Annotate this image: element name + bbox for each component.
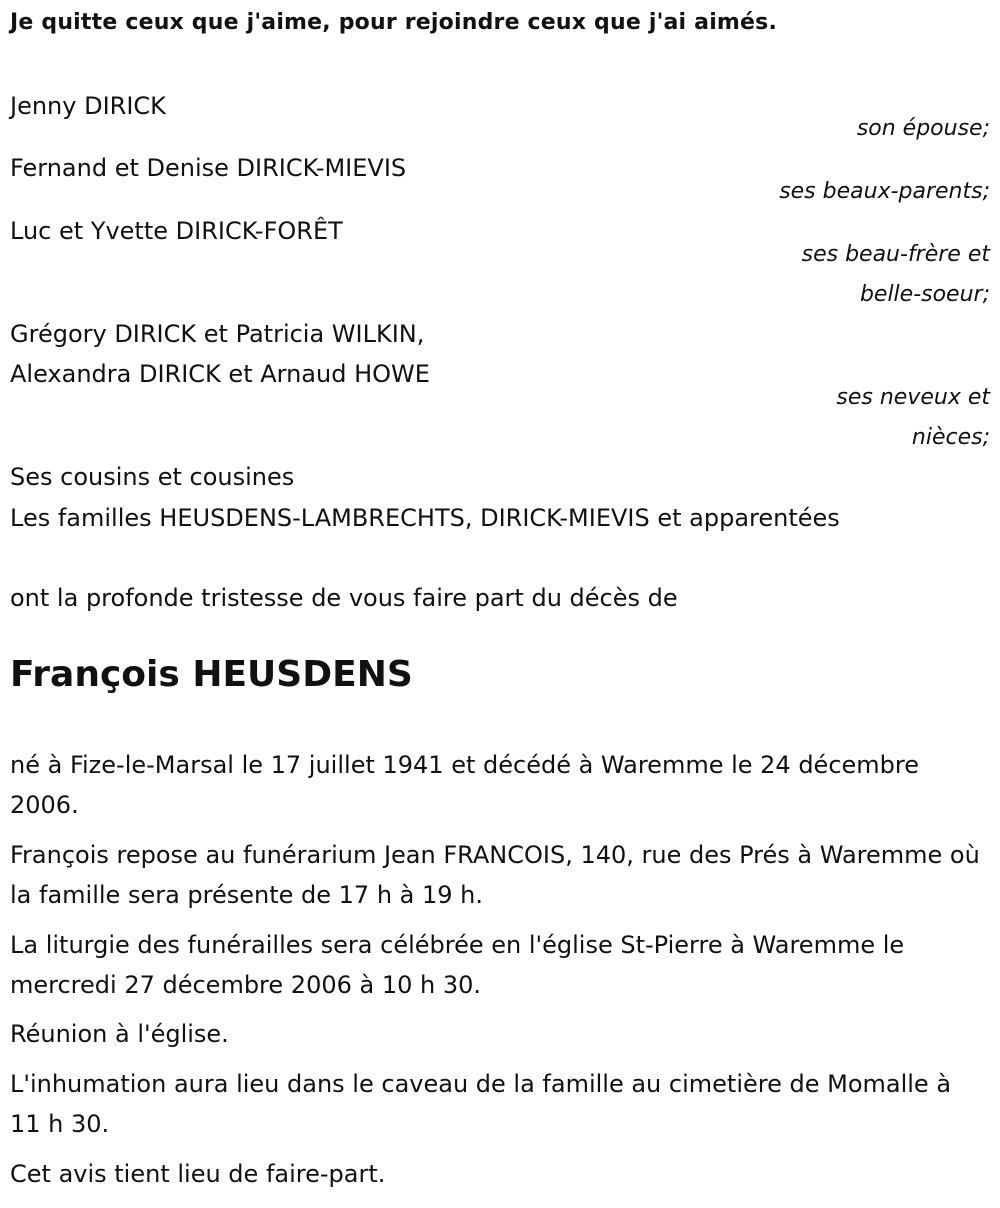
deceased-name: François HEUSDENS <box>10 654 413 695</box>
family-name-line: Grégory DIRICK et Patricia WILKIN, <box>10 320 425 348</box>
detail-paragraph: L'inhumation aura lieu dans le caveau de la famille au cimetière de Momalle à 11 h 30. <box>10 1070 952 1138</box>
family-name-line: Alexandra DIRICK et Arnaud HOWE <box>10 360 430 388</box>
detail-paragraph: François repose au funérarium Jean FRANCOIS, 140, rue des Prés à Waremme où la famille sera présente de 17 h à 19 h. <box>10 841 980 909</box>
family-role: ses neveux et <box>836 385 990 410</box>
detail-paragraph: Cet avis tient lieu de faire-part. <box>10 1160 386 1188</box>
family-role: belle-soeur; <box>859 282 990 307</box>
detail-paragraph: né à Fize-le-Marsal le 17 juillet 1941 et décédé à Waremme le 24 décembre 2006. <box>10 751 919 819</box>
family-name-line: Jenny DIRICK <box>10 92 166 120</box>
motto: Je quitte ceux que j'aime, pour rejoindre ceux que j'ai aimés. <box>10 10 778 35</box>
announcement-text: ont la profonde tristesse de vous faire part du décès de <box>10 584 678 612</box>
detail-paragraph: Réunion à l'église. <box>10 1020 229 1048</box>
family-name-line: Ses cousins et cousines <box>10 463 295 491</box>
family-role: ses beaux-parents; <box>779 179 990 204</box>
family-role: ses beau-frère et <box>801 242 990 267</box>
family-name-line: Luc et Yvette DIRICK-FORÊT <box>10 217 343 245</box>
family-role: nièces; <box>911 425 990 450</box>
detail-paragraph: La liturgie des funérailles sera célébrée en l'église St-Pierre à Waremme le mercredi 27 décembre 2006 à 10 h 30. <box>10 931 905 999</box>
family-name-line: Fernand et Denise DIRICK-MIEVIS <box>10 154 407 182</box>
family-role: son épouse; <box>856 116 990 141</box>
family-name-line: Les familles HEUSDENS-LAMBRECHTS, DIRICK-MIEVIS et apparentées <box>10 504 840 532</box>
